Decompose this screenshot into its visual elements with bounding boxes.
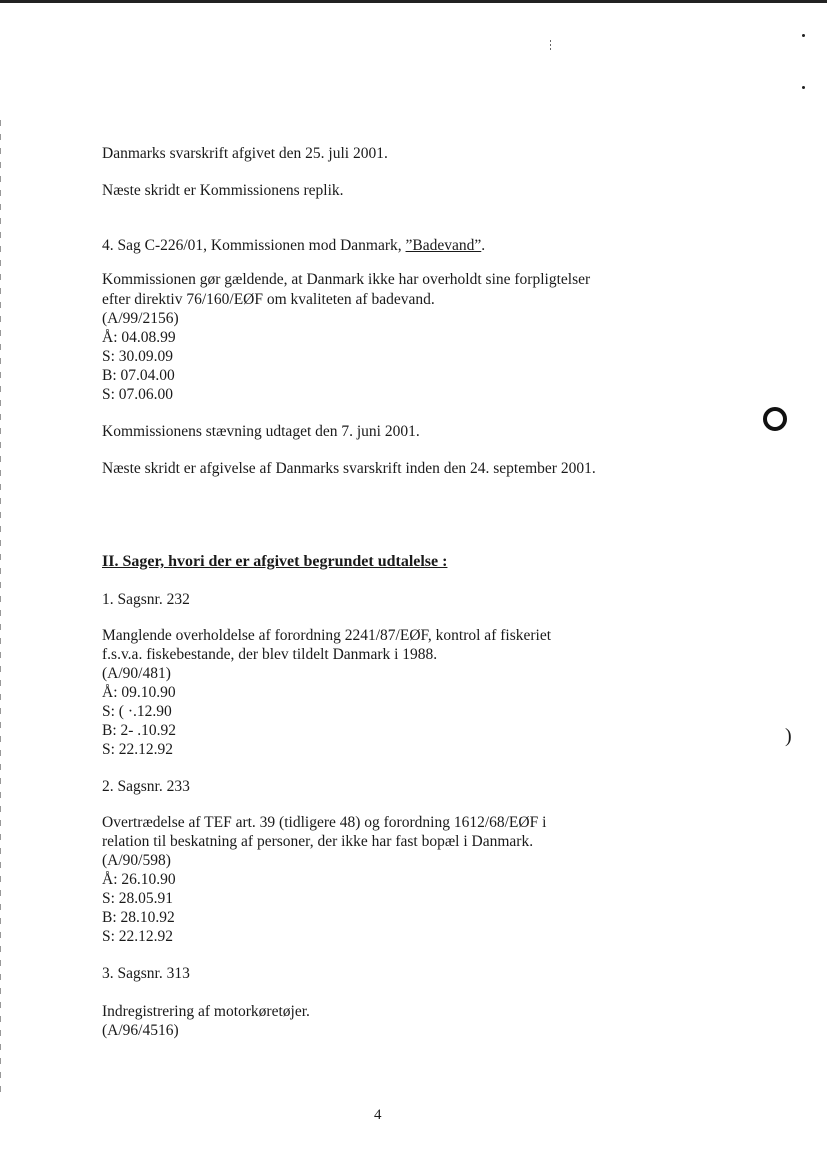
section-heading: II. Sager, hvori der er afgivet begrundet udtalelse : — [102, 553, 448, 570]
text-line: efter direktiv 76/160/EØF om kvaliteten af badevand. — [102, 291, 435, 308]
reference: (A/96/4516) — [102, 1022, 179, 1039]
date-line: Å: 09.10.90 — [102, 684, 176, 701]
case-number: 2. Sagsnr. 233 — [102, 778, 190, 795]
top-scan-edge — [0, 0, 827, 3]
margin-mark: ) — [785, 725, 792, 747]
date-line: B: 07.04.00 — [102, 367, 175, 384]
date-line: S: ( ·.12.90 — [102, 703, 172, 720]
text-line: Indregistrering af motorkøretøjer. — [102, 1003, 310, 1020]
scan-dot — [802, 86, 805, 89]
date-line: Å: 26.10.90 — [102, 871, 176, 888]
scan-dot — [802, 34, 805, 37]
text-line: Kommissionens stævning udtaget den 7. juni 2001. — [102, 423, 420, 440]
case-heading-prefix: 4. Sag C-226/01, Kommissionen mod Danmark, — [102, 237, 406, 254]
date-line: S: 28.05.91 — [102, 890, 174, 907]
case-heading — [102, 236, 485, 255]
text-line: Kommissionen gør gældende, at Danmark ikke har overholdt sine forpligtelser — [102, 271, 591, 288]
date-line: B: 2- .10.92 — [102, 722, 177, 739]
date-line: S: 22.12.92 — [102, 928, 174, 945]
text-line: relation til beskatning af personer, der ikke har fast bopæl i Danmark. — [102, 833, 534, 850]
punch-hole-mark — [763, 407, 787, 431]
text-line: Næste skridt er Kommissionens replik. — [102, 182, 344, 199]
reference: (A/99/2156) — [102, 310, 179, 327]
text-line: Næste skridt er afgivelse af Danmarks svarskrift inden den 24. september 2001. — [102, 460, 596, 477]
left-scan-edge — [0, 120, 1, 1100]
reference: (A/90/481) — [102, 665, 171, 682]
scan-mark — [550, 40, 551, 52]
reference: (A/90/598) — [102, 852, 171, 869]
text-line: Overtrædelse af TEF art. 39 (tidligere 48) og forordning 1612/68/EØF i — [102, 814, 547, 831]
date-line: S: 30.09.09 — [102, 348, 174, 365]
date-line: B: 28.10.92 — [102, 909, 175, 926]
case-name: ”Badevand” — [405, 237, 482, 254]
text-line: Danmarks svarskrift afgivet den 25. juli 2001. — [102, 145, 388, 162]
date-line: S: 07.06.00 — [102, 386, 174, 403]
text-line: f.s.v.a. fiskebestande, der blev tildelt Danmark i 1988. — [102, 646, 438, 663]
date-line: S: 22.12.92 — [102, 741, 174, 758]
case-heading-suffix: . — [481, 237, 486, 254]
page-number: 4 — [374, 1107, 382, 1123]
case-number: 1. Sagsnr. 232 — [102, 591, 190, 608]
text-line: Manglende overholdelse af forordning 2241/87/EØF, kontrol af fiskeriet — [102, 627, 552, 644]
date-line: Å: 04.08.99 — [102, 329, 176, 346]
case-number: 3. Sagsnr. 313 — [102, 965, 190, 982]
